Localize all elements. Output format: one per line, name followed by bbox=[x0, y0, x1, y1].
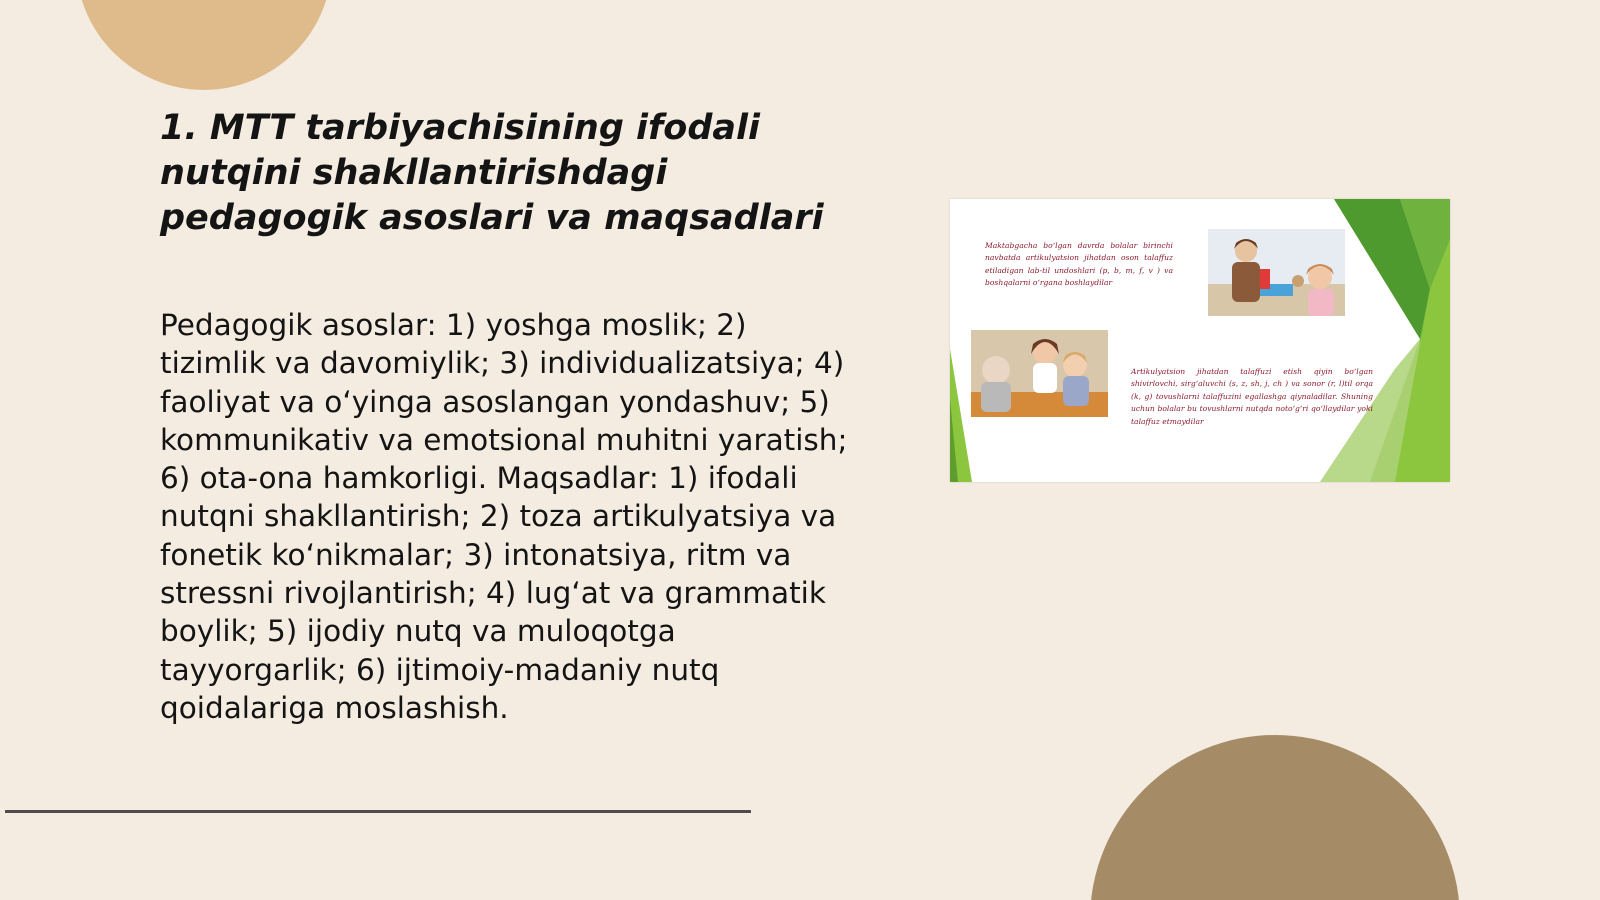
slide-title: 1. MTT tarbiyachisining ifodali nutqini shakllantirishdagi pedagogik asoslari va maqsadlari bbox=[160, 108, 824, 238]
embedded-slide-image bbox=[950, 199, 1450, 482]
children-playing-photo bbox=[971, 330, 1108, 417]
decorative-circle-top bbox=[76, 0, 332, 90]
thumb-paragraph-1: Maktabgacha bo‘lgan davrda bolalar birinchi navbatda artikulyatsion jihatdan oson talaffuz etiladigan lab-til undoshlari (p, b, m, f, v ) va boshqalarni o‘rgana boshlaydilar bbox=[985, 241, 1173, 288]
teacher-child-photo bbox=[1208, 229, 1345, 316]
slide-body-text: Pedagogik asoslar: 1) yoshga moslik; 2) tizimlik va davomiylik; 3) individualizatsiya; 4) faoliyat va o‘yinga asoslangan yondashuv; 5) kommunikativ va emotsional muhitni yaratish; 6) ota-ona hamkorligi. Maqsadlar: 1) ifodali nutqni shakllantirish; 2) toza artikulyatsiya va fonetik ko‘nikmalar; 3) intonatsiya, ritm va stressni rivojlantirish; 4) lug‘at va grammatik boylik; 5) ijodiy nutq va muloqotga tayyorgarlik; 6) ijtimoiy-madaniy nutq qoidalariga moslashish. bbox=[160, 308, 848, 725]
thumb-paragraph-2: Artikulyatsion jihatdan talaffuzi etish qiyin bo‘lgan shivirlovchi, sirg‘aluvchi (s, z, sh, j, ch ) va sonor (r, l)til orqa (k, g) tovushlarni talaffuzini egallashga qiynaladilar. Shuning uchun bolalar bu tovushlarni nutqda noto‘g‘ri qo‘llaydilar yoki talaffuz etmaydilar bbox=[1131, 367, 1373, 426]
decorative-circle-bottom bbox=[1090, 735, 1460, 900]
divider-line bbox=[5, 810, 751, 813]
